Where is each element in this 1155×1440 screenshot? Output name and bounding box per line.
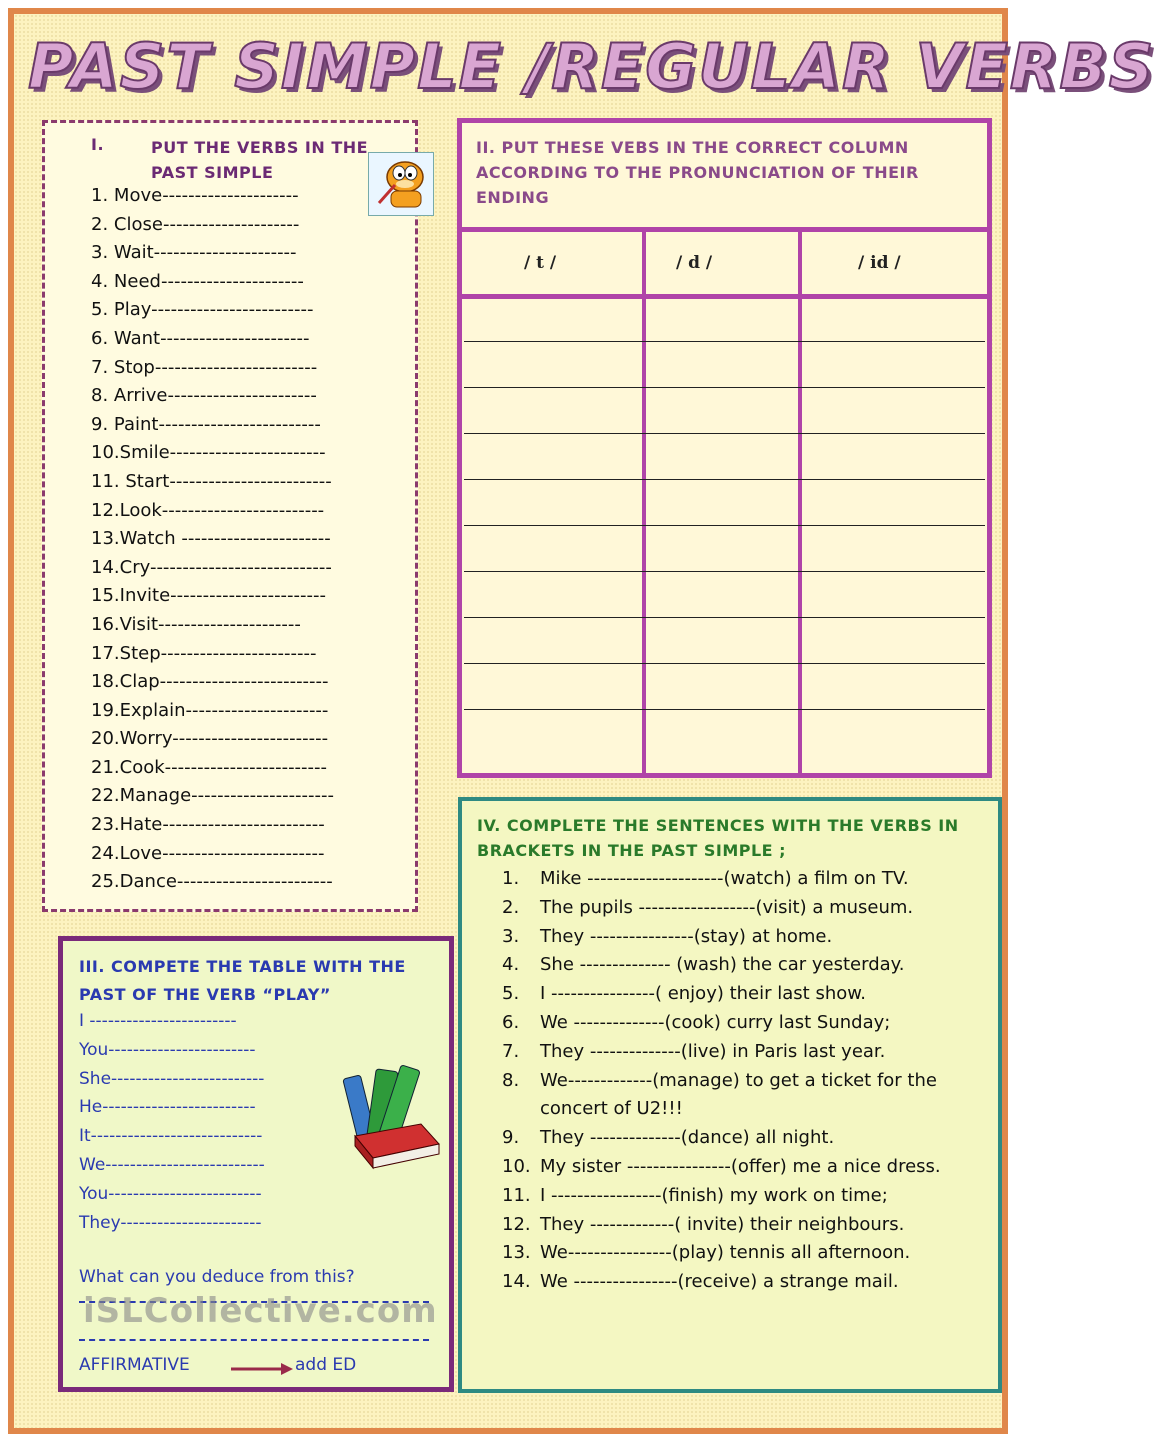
list-item[interactable]: 25.Dance------------------------ <box>91 871 333 893</box>
list-item[interactable]: She------------------------- <box>79 1068 265 1089</box>
row-line <box>464 525 985 526</box>
list-item[interactable]: 14. We ----------------(receive) a strange mail. <box>502 1271 899 1293</box>
list-item[interactable]: 7. Stop------------------------- <box>91 356 318 378</box>
list-item[interactable]: 8. We-------------(manage) to get a ticket for the concert of U2!!! <box>502 1069 937 1120</box>
list-item[interactable]: He------------------------- <box>79 1097 256 1118</box>
list-item[interactable]: 3. Wait---------------------- <box>91 242 297 264</box>
list-item[interactable]: 2. The pupils ------------------(visit) a museum. <box>502 896 914 918</box>
divider <box>462 227 987 232</box>
watermark: iSLCollective.com <box>83 1291 438 1331</box>
list-item[interactable]: 18.Clap-------------------------- <box>91 671 329 693</box>
section-2-box <box>457 118 992 778</box>
row-line <box>464 709 985 710</box>
section-1-heading-text: PUT THE VERBS IN THE PAST SIMPLE <box>151 138 369 182</box>
list-item[interactable]: 23.Hate------------------------- <box>91 814 325 836</box>
list-item[interactable]: I ------------------------ <box>79 1011 237 1031</box>
verb-list <box>91 185 334 900</box>
list-item[interactable]: 9. Paint------------------------- <box>91 413 321 435</box>
list-item[interactable]: 13.Watch ----------------------- <box>91 528 331 550</box>
list-item[interactable]: 3. They ----------------(stay) at home. <box>502 925 833 947</box>
list-item[interactable]: They----------------------- <box>79 1212 262 1233</box>
section-3-heading: III. COMPETE THE TABLE WITH THE PAST OF THE VERB “PLAY” <box>79 957 406 1004</box>
list-item[interactable]: 20.Worry------------------------ <box>91 728 329 750</box>
list-item[interactable]: 15.Invite------------------------ <box>91 585 327 607</box>
books-image <box>343 1066 443 1180</box>
arrow-right-icon <box>231 1362 293 1376</box>
row-line <box>464 571 985 572</box>
column-header-t: / t / <box>524 253 557 273</box>
list-item[interactable]: 5. Play------------------------- <box>91 299 314 321</box>
list-item[interactable]: 10.Smile------------------------ <box>91 442 326 464</box>
column-header-d: / d / <box>676 253 713 273</box>
list-item[interactable]: 2. Close--------------------- <box>91 213 300 235</box>
books-icon <box>343 1066 443 1176</box>
rule-text: add ED <box>295 1355 357 1375</box>
section-4-heading: IV. COMPLETE THE SENTENCES WITH THE VERBS IN BRACKETS IN THE PAST SIMPLE ; <box>477 816 959 860</box>
list-item[interactable]: 4. Need---------------------- <box>91 270 304 292</box>
list-item[interactable]: You------------------------- <box>79 1183 262 1204</box>
row-line <box>464 663 985 664</box>
list-item[interactable]: 21.Cook------------------------- <box>91 756 328 778</box>
question-text: What can you deduce from this? <box>79 1267 355 1287</box>
section-2-heading: II. PUT THESE VEBS IN THE CORRECT COLUMN ACCORDING TO THE PRONUNCIATION OF THEIR ENDING <box>476 138 919 207</box>
list-item[interactable]: 16.Visit---------------------- <box>91 613 301 635</box>
column-divider <box>642 232 646 773</box>
list-item[interactable]: 10. My sister ----------------(offer) me a nice dress. <box>502 1155 941 1177</box>
list-item[interactable]: 19.Explain---------------------- <box>91 699 329 721</box>
column-divider <box>798 232 802 773</box>
garfield-image <box>368 152 434 216</box>
list-item[interactable]: It---------------------------- <box>79 1126 263 1147</box>
list-item[interactable]: You------------------------ <box>79 1039 256 1060</box>
list-item[interactable]: 22.Manage---------------------- <box>91 785 335 807</box>
row-line <box>464 387 985 388</box>
answer-line[interactable] <box>79 1339 429 1341</box>
section-1-box <box>42 120 418 912</box>
list-item[interactable]: 14.Cry---------------------------- <box>91 556 332 578</box>
pronoun-list <box>79 1011 265 1241</box>
list-item[interactable]: 11. I -----------------(finish) my work on time; <box>502 1184 888 1206</box>
list-item[interactable]: 13. We----------------(play) tennis all afternoon. <box>502 1242 911 1264</box>
list-item[interactable]: 12.Look------------------------- <box>91 499 325 521</box>
list-item[interactable]: 11. Start------------------------- <box>91 470 332 492</box>
list-item[interactable]: 5. I ----------------( enjoy) their last show. <box>502 983 867 1005</box>
affirmative-label: AFFIRMATIVE <box>79 1355 190 1375</box>
list-item[interactable]: 4. She -------------- (wash) the car yesterday. <box>502 954 905 976</box>
divider <box>462 294 987 299</box>
sentence-list <box>502 865 962 1297</box>
list-item[interactable]: 6. We --------------(cook) curry last Sunday; <box>502 1011 891 1033</box>
row-line <box>464 479 985 480</box>
list-item[interactable]: 24.Love------------------------- <box>91 842 325 864</box>
row-line <box>464 341 985 342</box>
section-3-box <box>58 936 454 1392</box>
column-header-id: / id / <box>858 253 901 273</box>
section-1-number: I. <box>91 135 105 154</box>
list-item[interactable]: We-------------------------- <box>79 1154 265 1175</box>
list-item[interactable]: 12. They -------------( invite) their neighbours. <box>502 1213 905 1235</box>
list-item[interactable]: 17.Step------------------------ <box>91 642 317 664</box>
row-line <box>464 617 985 618</box>
page-title: PAST SIMPLE /REGULAR VERBS <box>28 30 1155 103</box>
list-item[interactable]: 6. Want----------------------- <box>91 327 310 349</box>
row-line <box>464 433 985 434</box>
cat-icon <box>369 153 433 215</box>
section-4-box <box>458 797 1002 1393</box>
list-item[interactable]: 7. They --------------(live) in Paris last year. <box>502 1040 886 1062</box>
list-item[interactable]: 1. Mike ---------------------(watch) a film on TV. <box>502 868 909 889</box>
list-item[interactable]: 8. Arrive----------------------- <box>91 385 317 407</box>
list-item[interactable]: 9. They --------------(dance) all night. <box>502 1127 835 1149</box>
list-item[interactable]: 1. Move--------------------- <box>91 185 299 206</box>
